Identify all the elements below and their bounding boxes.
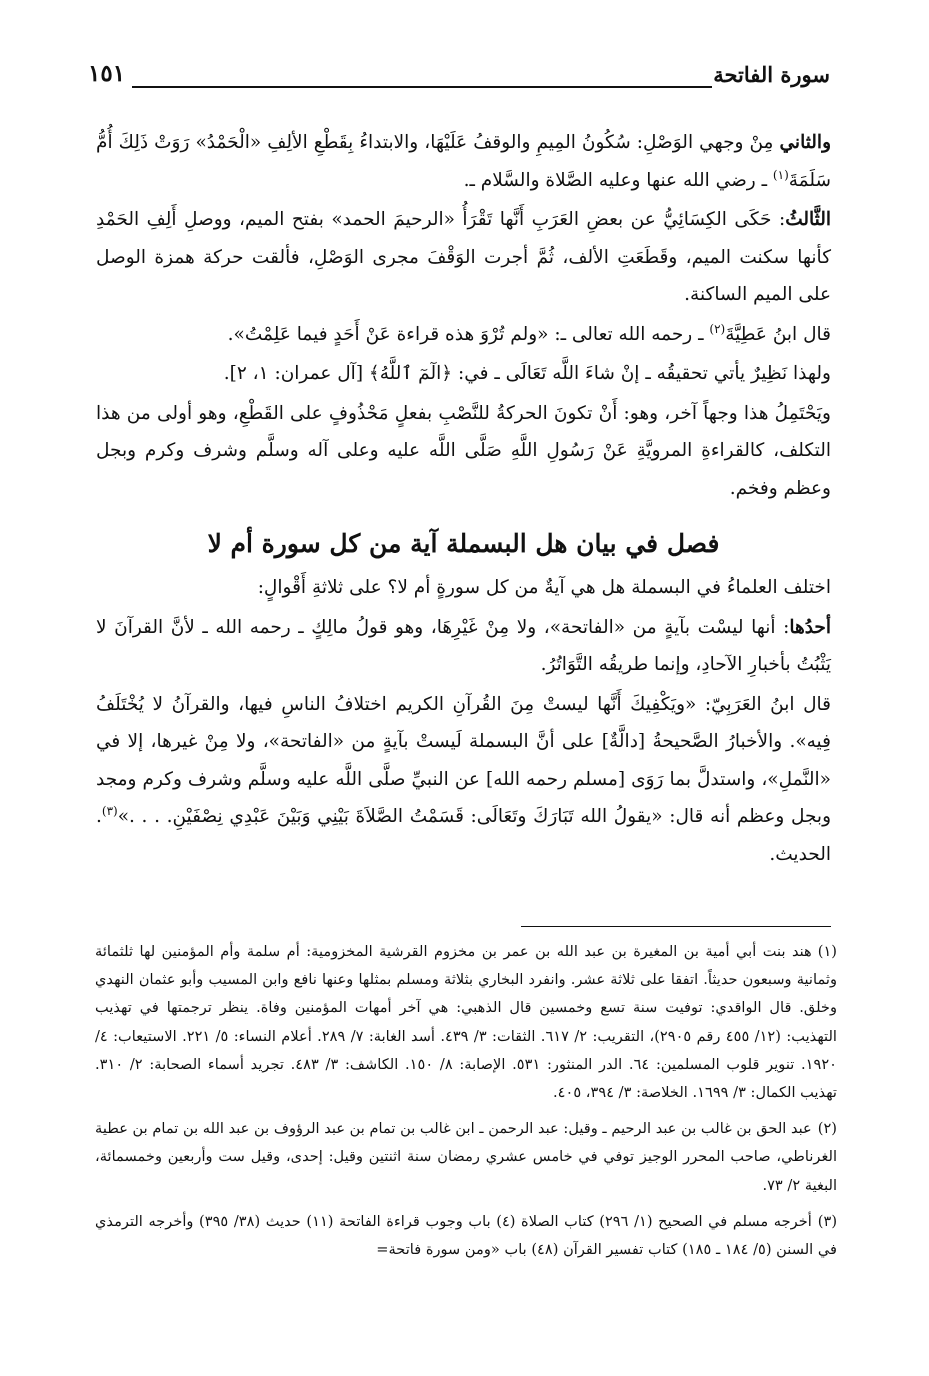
footnote	[95, 1115, 837, 1200]
paragraph-text: : أنها ليسْت بآيةٍ من «الفاتحة»، ولا مِنْ غَيْرِهَا، وهو قولُ مالِكٍ ـ رحمه الله ـ لأنَّ القرآنَ لا يَثْبُتُ بأخبارِ الآحادِ، وإنما طريقُه التَّوَاتُرُ.	[96, 616, 831, 675]
footnotes	[95, 938, 837, 1272]
section-heading: فصل في بيان هل البسملة آية من كل سورة أم لا	[207, 529, 720, 558]
paragraph	[96, 355, 831, 393]
footnote-text: هند بنت أبي أمية بن المغيرة بن عبد الله بن عمر بن مخزوم القرشية المخزومية: أم سلمة وأم المؤمنين لها ثلثمائة وثمانية وسبعون حديثاً. اتفقا على ثلاثة عشر. وانفرد البخاري بثلاثة ومسلم بمثلها وعنها نافع وابن المسيب وأبو عثمان النهدي وخلق. قال الواقدي: توفيت سنة تسع وخمسين قال الذهبي: هي آخر أمهات المؤمنين وفاة. ينظر ترجمتها في تهذيب التهذيب: (١٢/ ٤٥٥ رقم ٢٩٠٥)، التقريب: ٢/ ٦١٧. الثقات: ٣/ ٤٣٩. أسد الغابة: ٧/ ٢٨٩. أعلام النساء: ٥/ ٢٢١. الاستيعاب: ٤/ ١٩٢٠. تنوير قلوب المسلمين: ٦٤. الدر المنثور: ٥٣١. الإصابة: ٨/ ١٥٠. الكاشف: ٣/ ٤٨٣. تجريد أسماء الصحابة: ٢/ ٣١٠. تهذيب الكمال: ٣/ ١٦٩٩. الخلاصة: ٣/ ٣٩٤، ٤٠٥.	[95, 943, 838, 1102]
paragraph-text: قال ابنُ العَرَبِيّ: «ويَكْفِيكَ أَنَّها ليستْ مِنَ القُرآنِ الكريم اختلافُ الناسِ فيها، والقرآنُ لا يُخْتَلَفُ فِيه». والأخبارُ الصَّحيحةُ [دالَّةٌ] على أنَّ البسملة لَيستْ بآيةٍ من «الفاتحة»، ولا مِنْ غيرها، إلا في «النَّملِ»، واستدلَّ بما رَوَى [مسلم رحمه الله] عن النبيِّ صلَّى اللَّه عليه وسلَّم وشرف وكرم ومجد وبجل وعظم أنه قال: «يقولُ الله تَبَارَكَ وتَعَالَى: قَسَمْتُ الصَّلاَةَ بَيْنِي وَبَيْنَ عَبْدِي نِصْفَيْنِ. . . .»	[96, 693, 831, 827]
footnote-text: أخرجه مسلم في الصحيح (١/ ٢٩٦) كتاب الصلاة (٤) باب وجوب قراءة الفاتحة (١١) حديث (٣٨/ ٣٩٥) وأخرجه الترمذي في السنن (٥/ ١٨٤ ـ ١٨٥) كتاب تفسير القرآن (٤٨) باب «ومن سورة فاتحة=	[95, 1212, 837, 1259]
footnote	[95, 1208, 837, 1264]
footnote-number: (٢)	[817, 1120, 837, 1138]
footnote-number: (١)	[817, 943, 837, 960]
paragraph-text: اختلف العلماءُ في البسملة هل هي آيةٌ من كل سورةٍ أم لا؟ على ثلاثةِ أَقْوالٍ:	[257, 577, 831, 598]
running-header	[88, 56, 830, 96]
paragraph-text: : حَكَى الكِسَائِيُّ عن بعضِ العَرَبِ أَنَّها تَقْرَأُ «الرحيمَ الحمد» بفتح الميم، ووصلِ أَلِفِ الحَمْدِ كأنها سكنت الميم، وقَطَعَتِ الألف، ثُمَّ أجرت الوَقْفَ مجرى الوَصْلِ، فألقت حركة همزة الوصل على الميم الساكنة.	[96, 209, 831, 305]
paragraph	[96, 316, 831, 354]
main-text	[96, 124, 831, 873]
footnote-ref: (٣)	[101, 803, 118, 818]
paragraph-lead: الثَّالثُ	[785, 209, 831, 230]
paragraph-tail: . الحديث.	[96, 806, 831, 865]
paragraph	[96, 395, 831, 508]
header-title: سورة الفاتحة	[713, 62, 830, 87]
footnote	[95, 938, 837, 1107]
paragraph-text: قال ابنُ عَطِيَّةَ	[725, 323, 831, 345]
paragraph-text: ولهذا نَظِيرٌ يأتي تحقيقُه ـ إنْ شاءَ اللَّه تَعَالَى ـ في: ﴿الٓمٓ ٱللَّهُ﴾ [آل عمران: ١، ٢].	[223, 363, 831, 384]
paragraph	[96, 124, 831, 199]
footnote-text: عبد الحق بن غالب بن عبد الرحيم ـ وقيل: عبد الرحمن ـ ابن غالب بن تمام بن عبد الرؤوف بن عبد الله بن تمام بن عطية الغرناطي، صاحب المحرر الوجيز توفي في خامس عشري رمضان سنة اثنتين وقيل: إحدى، وقيل ست وأربعين وخمسمائة، البغية ٢/ ٧٣.	[95, 1120, 837, 1194]
paragraph-tail: ـ رحمه الله تعالى ـ: «ولم تُرْوَ هذه قراءة عَنْ أَحَدٍ فيما عَلِمْتُ».	[227, 323, 710, 345]
paragraph	[96, 569, 831, 607]
paragraph-text: مِنْ وجهي الوَصْلِ: سُكُونُ المِيمِ والوقفُ عَلَيْهَا، والابتداءُ بِقَطْعِ الألِفِ «الْحَمْدُ» رَوَتْ ذَلِكَ أُمُّ سَلَمَةَ	[96, 132, 831, 191]
page-number: ١٥١	[88, 60, 126, 87]
footnote-separator	[521, 926, 831, 927]
paragraph-lead: أحدُها	[789, 616, 831, 638]
header-rule	[132, 86, 712, 88]
paragraph	[96, 686, 831, 874]
paragraph-tail: ـ رضي الله عنها وعليه الصَّلاة والسَّلام ـ.	[463, 169, 773, 191]
footnote-ref: (١)	[772, 167, 789, 182]
paragraph	[96, 609, 831, 684]
footnote-number: (٣)	[817, 1212, 838, 1230]
paragraph-text: ويَحْتَمِلُ هذا وجهاً آخر، وهو: أَنْ تكونَ الحركةُ للنَّصْبِ بفعلٍ مَحْذُوفٍ على القَطْعِ، وهو أولى من هذا التكلف، كالقراءةِ المرويَّةِ عَنْ رَسُولِ اللَّهِ صَلَّى اللَّه عليه وعلى آله وسلَّم وشرف وكرم وبجل وعظم وفخم.	[96, 402, 831, 499]
paragraph-lead: والثاني	[779, 132, 831, 153]
paragraph	[96, 201, 831, 314]
footnote-ref: (٢)	[709, 321, 726, 336]
